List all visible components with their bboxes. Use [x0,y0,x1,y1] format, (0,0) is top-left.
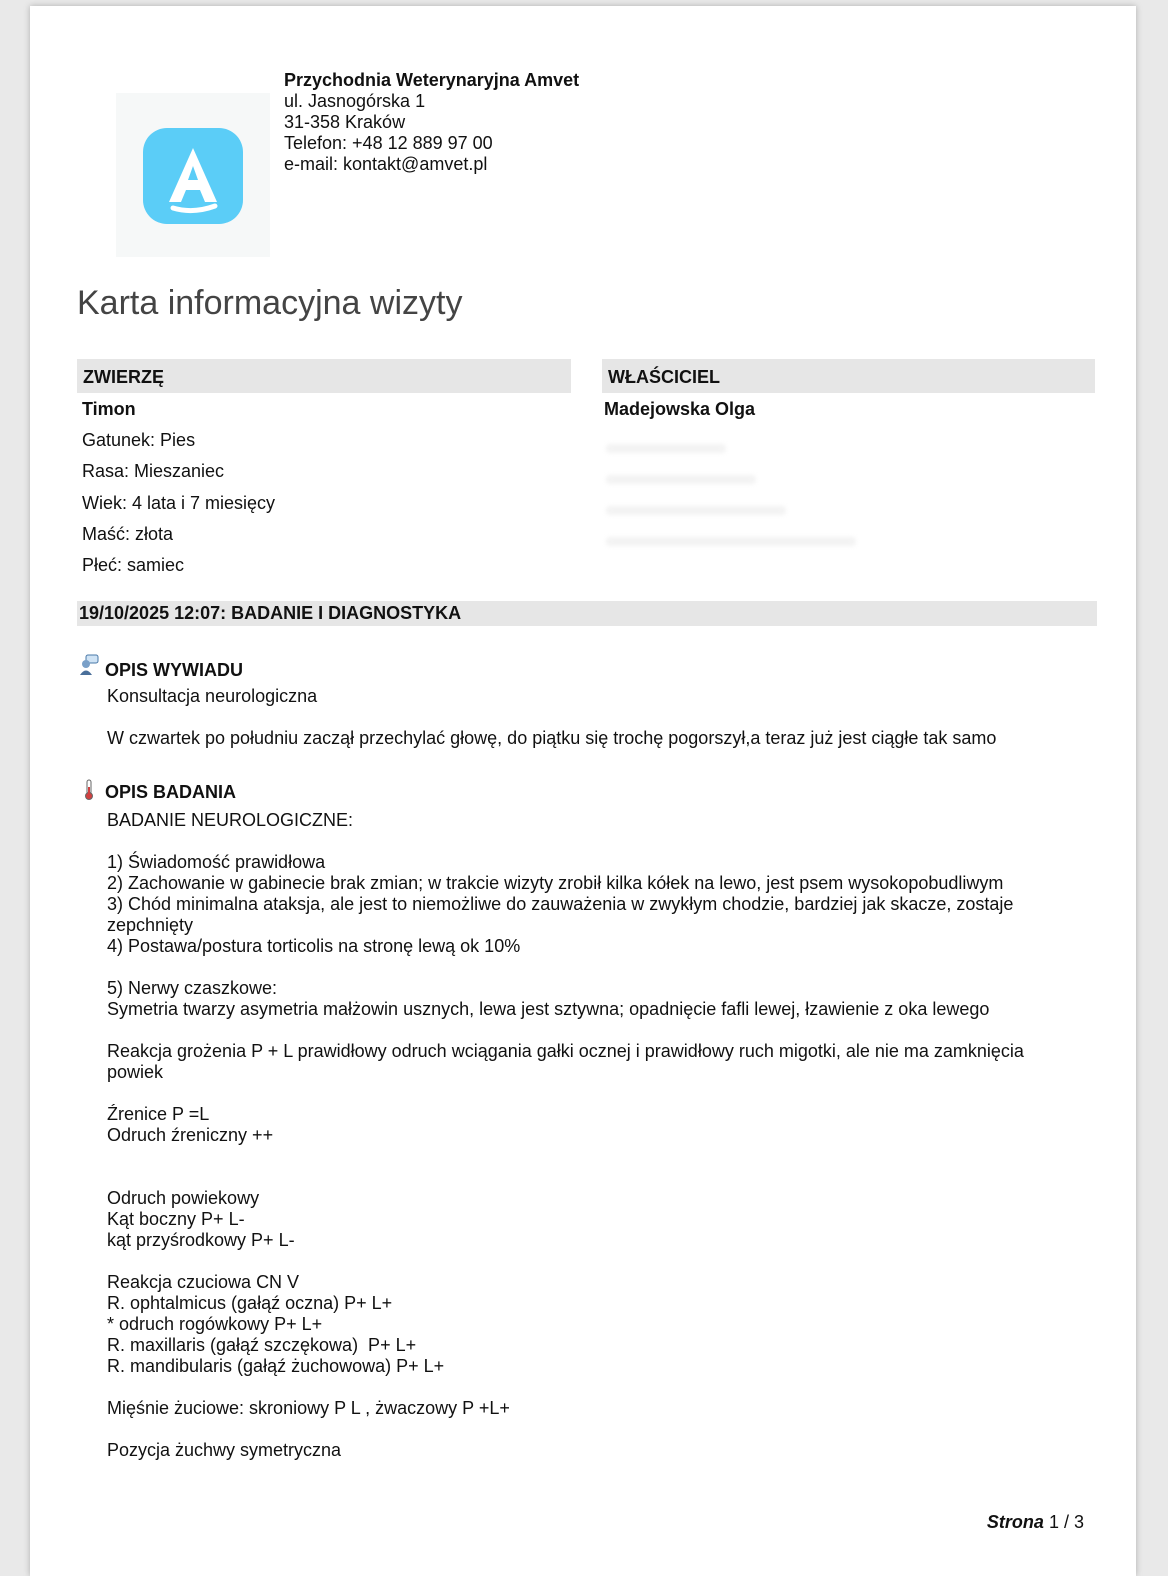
exam-header: OPIS BADANIA [105,782,237,802]
amvet-logo-icon [143,128,243,224]
document-page [30,6,1136,1576]
text-line: kąt przyśrodkowy P+ L- [107,1230,295,1250]
text-line: Odruch powiekowy [107,1188,260,1208]
page-number [987,1512,1084,1533]
text-line: R. mandibularis (gałąź żuchowowa) P+ L+ [107,1356,445,1376]
animal-color: Maść: złota [82,523,174,544]
owner-details [604,394,755,425]
text-line [107,1377,1097,1398]
exam-text [107,810,1097,1461]
text-line [107,1251,1097,1272]
page-total: / 3 [1063,1512,1084,1532]
text-line [107,707,1097,728]
text-line: R. ophtalmicus (gałąź oczna) P+ L+ [107,1293,393,1313]
animal-breed: Rasa: Mieszaniec [82,461,225,482]
text-line: Reakcja czuciowa CN V [107,1272,300,1292]
animal-details [82,394,275,581]
clinic-email: e-mail: kontakt@amvet.pl [284,154,488,174]
redacted-owner-line [606,537,856,546]
text-line [107,1146,1097,1167]
text-line: Pozycja żuchwy symetryczna [107,1440,342,1460]
animal-age: Wiek: 4 lata i 7 miesięcy [82,492,276,513]
text-line: zepchnięty [107,915,194,935]
animal-species: Gatunek: Pies [82,430,196,451]
redacted-owner-line [606,444,726,453]
animal-section-header: ZWIERZĘ [77,359,571,393]
text-line: W czwartek po południu zaczął przechylać głowę, do piątku się trochę pogorszył,a teraz już jest ciągłe tak samo [107,728,997,748]
page-current: 1 [1048,1512,1059,1532]
text-line [107,957,1097,978]
text-line [107,1020,1097,1041]
text-line: Symetria twarzy asymetria małżowin usznych, lewa jest sztywna; opadnięcie fafli lewej, łzawienie z oka lewego [107,999,990,1019]
redacted-owner-line [606,506,786,515]
visit-header: 19/10/2025 12:07: BADANIE I DIAGNOSTYKA [77,601,1097,626]
clinic-city: 31-358 Kraków [284,112,406,132]
text-line: Mięśnie żuciowe: skroniowy P L , żwaczowy P +L+ [107,1398,510,1418]
clinic-street: ul. Jasnogórska 1 [284,91,426,111]
clinic-phone: Telefon: +48 12 889 97 00 [284,133,493,153]
owner-section-header: WŁAŚCICIEL [602,359,1095,393]
text-line: BADANIE NEUROLOGICZNE: [107,810,354,830]
text-line: 5) Nerwy czaszkowe: [107,978,278,998]
interview-header: OPIS WYWIADU [105,660,243,680]
text-line [107,831,1097,852]
text-line [107,1083,1097,1104]
animal-sex: Płeć: samiec [82,555,185,576]
text-line: Kąt boczny P+ L- [107,1209,245,1229]
owner-name: Madejowska Olga [604,399,756,419]
text-line: 2) Zachowanie w gabinecie brak zmian; w trakcie wizyty zrobił kilka kółek na lewo, jest psem wysokopobudliwym [107,873,1004,893]
text-line: Reakcja grożenia P + L prawidłowy odruch wciągania gałki ocznej i prawidłowy ruch migotki, ale nie ma zamknięcia [107,1041,1024,1061]
animal-name: Timon [82,399,136,419]
page-word: Strona [986,1512,1044,1532]
text-line: Konsultacja neurologiczna [107,686,318,706]
clinic-info [284,70,579,175]
text-line: powiek [107,1062,164,1082]
interview-person-icon [78,654,100,681]
clinic-name: Przychodnia Weterynaryjna Amvet [284,70,580,90]
thermometer-icon [82,779,96,806]
text-line: Odruch źreniczny ++ [107,1125,274,1145]
document-title: Karta informacyjna wizyty [77,284,463,322]
text-line: 3) Chód minimalna ataksja, ale jest to niemożliwe do zauważenia w zwykłym chodzie, bardziej jak skacze, zostaje [107,894,1014,914]
redacted-owner-line [606,475,756,484]
text-line: Źrenice P =L [107,1104,210,1124]
text-line [107,1419,1097,1440]
text-line: * odruch rogówkowy P+ L+ [107,1314,323,1334]
text-line: 4) Postawa/postura torticolis na stronę lewą ok 10% [107,936,521,956]
interview-text [107,686,1097,749]
text-line: R. maxillaris (gałąź szczękowa) P+ L+ [107,1335,417,1355]
text-line: 1) Świadomość prawidłowa [107,852,326,872]
clinic-logo [116,93,270,257]
text-line [107,1167,1097,1188]
